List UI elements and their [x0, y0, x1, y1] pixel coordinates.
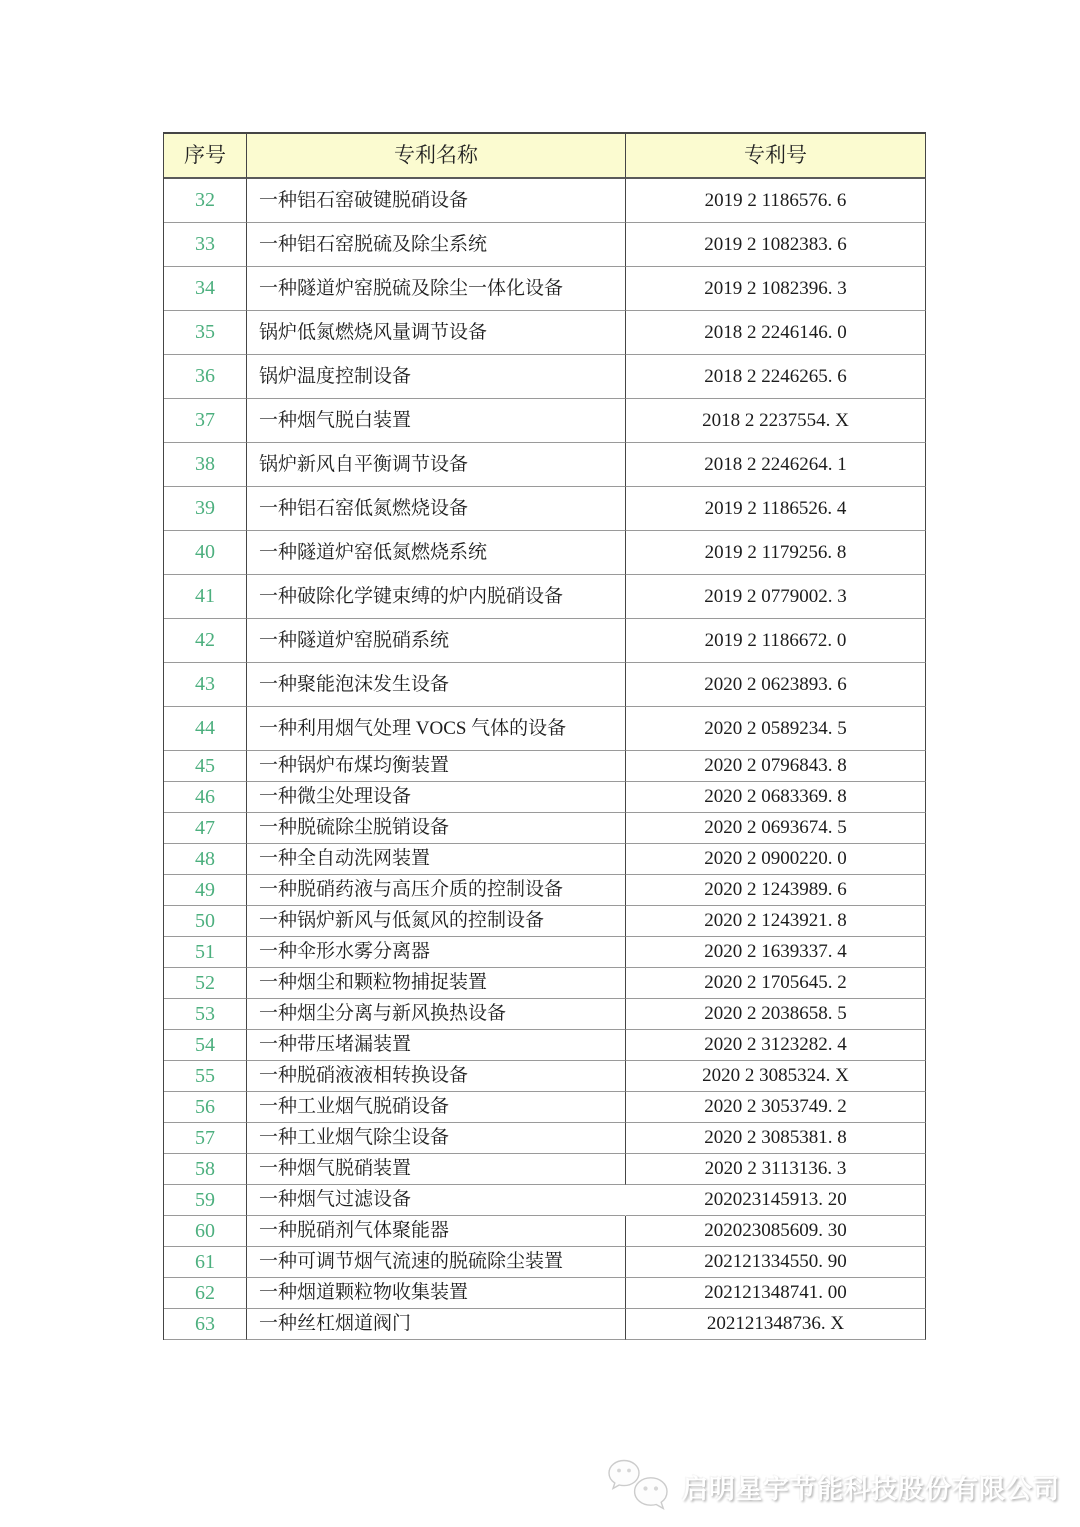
cell-patent-name: 一种烟气过滤设备: [247, 1185, 626, 1216]
cell-index: 36: [164, 355, 247, 399]
cell-index: 42: [164, 619, 247, 663]
table-row: [164, 663, 926, 707]
cell-patent-number: 202023145913. 20: [626, 1185, 926, 1216]
table-row: [164, 267, 926, 311]
cell-index: 32: [164, 179, 247, 223]
table-row: [164, 1092, 926, 1123]
cell-patent-name: 一种可调节烟气流速的脱硫除尘装置: [247, 1247, 626, 1278]
cell-index: 34: [164, 267, 247, 311]
patent-table: [163, 132, 926, 1340]
cell-patent-number: 2020 2 0623893. 6: [626, 663, 926, 707]
table-row: [164, 937, 926, 968]
table-row: [164, 1216, 926, 1247]
table-row: [164, 1030, 926, 1061]
cell-patent-name: 一种脱硝液液相转换设备: [247, 1061, 626, 1092]
table-row: [164, 968, 926, 999]
cell-index: 54: [164, 1030, 247, 1061]
cell-index: 55: [164, 1061, 247, 1092]
cell-patent-name: 锅炉温度控制设备: [247, 355, 626, 399]
cell-patent-number: 2020 2 3113136. 3: [626, 1154, 926, 1185]
cell-patent-name: 一种烟气脱白装置: [247, 399, 626, 443]
cell-index: 44: [164, 707, 247, 751]
cell-patent-number: 2020 2 1705645. 2: [626, 968, 926, 999]
cell-patent-number: 2019 2 1186526. 4: [626, 487, 926, 531]
cell-index: 41: [164, 575, 247, 619]
cell-patent-number: 2018 2 2246265. 6: [626, 355, 926, 399]
cell-index: 59: [164, 1185, 247, 1216]
table-row: [164, 1247, 926, 1278]
patent-table-body: [164, 179, 926, 1340]
cell-patent-name: 一种隧道炉窑低氮燃烧系统: [247, 531, 626, 575]
table-row: [164, 782, 926, 813]
cell-patent-number: 2020 2 0796843. 8: [626, 751, 926, 782]
cell-index: 47: [164, 813, 247, 844]
table-row: [164, 487, 926, 531]
cell-patent-name: 一种带压堵漏装置: [247, 1030, 626, 1061]
cell-index: 40: [164, 531, 247, 575]
cell-index: 49: [164, 875, 247, 906]
cell-index: 45: [164, 751, 247, 782]
table-row: [164, 355, 926, 399]
cell-index: 39: [164, 487, 247, 531]
cell-index: 46: [164, 782, 247, 813]
cell-index: 60: [164, 1216, 247, 1247]
col-header-patent-number: 专利号: [626, 134, 926, 179]
cell-patent-number: 2020 2 1639337. 4: [626, 937, 926, 968]
cell-index: 50: [164, 906, 247, 937]
cell-patent-number: 2020 2 0900220. 0: [626, 844, 926, 875]
cell-patent-name: 一种工业烟气除尘设备: [247, 1123, 626, 1154]
cell-patent-name: 一种隧道炉窑脱硫及除尘一体化设备: [247, 267, 626, 311]
cell-patent-name: 一种伞形水雾分离器: [247, 937, 626, 968]
cell-patent-number: 202023085609. 30: [626, 1216, 926, 1247]
cell-patent-name: 一种微尘处理设备: [247, 782, 626, 813]
table-row: [164, 906, 926, 937]
cell-patent-name: 一种隧道炉窑脱硝系统: [247, 619, 626, 663]
table-row: [164, 1123, 926, 1154]
watermark-company: 启明星宇节能科技股份有限公司: [682, 1473, 1061, 1504]
table-row: [164, 311, 926, 355]
cell-index: 58: [164, 1154, 247, 1185]
cell-patent-number: 2018 2 2246146. 0: [626, 311, 926, 355]
cell-patent-name: 一种烟尘和颗粒物捕捉装置: [247, 968, 626, 999]
cell-patent-number: 2018 2 2246264. 1: [626, 443, 926, 487]
cell-patent-number: 2020 2 3053749. 2: [626, 1092, 926, 1123]
table-row: [164, 1154, 926, 1185]
cell-patent-name: 锅炉低氮燃烧风量调节设备: [247, 311, 626, 355]
patent-table-header: [164, 134, 926, 179]
cell-patent-name: 一种烟尘分离与新风换热设备: [247, 999, 626, 1030]
cell-patent-name: 一种丝杠烟道阀门: [247, 1309, 626, 1340]
cell-patent-name: 一种工业烟气脱硝设备: [247, 1092, 626, 1123]
cell-patent-name: 一种烟气脱硝装置: [247, 1154, 626, 1185]
cell-index: 48: [164, 844, 247, 875]
cell-patent-number: 2019 2 0779002. 3: [626, 575, 926, 619]
table-row: [164, 575, 926, 619]
col-header-patent-name: 专利名称: [247, 134, 626, 179]
table-row: [164, 875, 926, 906]
cell-index: 56: [164, 1092, 247, 1123]
cell-patent-name: 一种烟道颗粒物收集装置: [247, 1278, 626, 1309]
cell-index: 37: [164, 399, 247, 443]
cell-patent-number: 2020 2 3085381. 8: [626, 1123, 926, 1154]
cell-patent-number: 2018 2 2237554. X: [626, 399, 926, 443]
cell-index: 35: [164, 311, 247, 355]
cell-patent-number: 2020 2 0693674. 5: [626, 813, 926, 844]
cell-patent-name: 一种聚能泡沫发生设备: [247, 663, 626, 707]
cell-patent-number: 2020 2 1243989. 6: [626, 875, 926, 906]
table-row: [164, 179, 926, 223]
cell-index: 33: [164, 223, 247, 267]
table-row: [164, 813, 926, 844]
table-row: [164, 443, 926, 487]
cell-patent-name: 一种锅炉布煤均衡装置: [247, 751, 626, 782]
cell-patent-number: 2019 2 1186576. 6: [626, 179, 926, 223]
table-row: [164, 1278, 926, 1309]
cell-patent-number: 202121334550. 90: [626, 1247, 926, 1278]
table-row: [164, 1185, 926, 1216]
table-row: [164, 399, 926, 443]
cell-patent-name: 一种脱硝药液与高压介质的控制设备: [247, 875, 626, 906]
cell-patent-number: 2019 2 1179256. 8: [626, 531, 926, 575]
cell-index: 51: [164, 937, 247, 968]
table-row: [164, 999, 926, 1030]
cell-index: 52: [164, 968, 247, 999]
cell-patent-name: 一种锅炉新风与低氮风的控制设备: [247, 906, 626, 937]
cell-index: 53: [164, 999, 247, 1030]
cell-patent-number: 2019 2 1186672. 0: [626, 619, 926, 663]
cell-patent-number: 2019 2 1082383. 6: [626, 223, 926, 267]
header-row: [164, 134, 926, 179]
cell-patent-number: 2020 2 2038658. 5: [626, 999, 926, 1030]
cell-patent-name: 一种脱硝剂气体聚能器: [247, 1216, 626, 1247]
watermark: [606, 1458, 1060, 1516]
table-row: [164, 844, 926, 875]
table-row: [164, 619, 926, 663]
table-row: [164, 531, 926, 575]
cell-patent-name: 锅炉新风自平衡调节设备: [247, 443, 626, 487]
cell-patent-name: 一种铝石窑脱硫及除尘系统: [247, 223, 626, 267]
cell-patent-name: 一种铝石窑破键脱硝设备: [247, 179, 626, 223]
cell-patent-number: 2020 2 1243921. 8: [626, 906, 926, 937]
table-row: [164, 707, 926, 751]
cell-patent-number: 2020 2 3123282. 4: [626, 1030, 926, 1061]
wechat-icon: [606, 1458, 672, 1516]
cell-index: 62: [164, 1278, 247, 1309]
table-row: [164, 1061, 926, 1092]
cell-index: 38: [164, 443, 247, 487]
cell-patent-name: 一种全自动洗网装置: [247, 844, 626, 875]
cell-patent-name: 一种铝石窑低氮燃烧设备: [247, 487, 626, 531]
cell-patent-name: 一种破除化学键束缚的炉内脱硝设备: [247, 575, 626, 619]
col-header-index: 序号: [164, 134, 247, 179]
table-row: [164, 223, 926, 267]
table-row: [164, 751, 926, 782]
cell-patent-number: 202121348741. 00: [626, 1278, 926, 1309]
cell-index: 57: [164, 1123, 247, 1154]
cell-patent-number: 202121348736. X: [626, 1309, 926, 1340]
cell-index: 43: [164, 663, 247, 707]
cell-index: 61: [164, 1247, 247, 1278]
cell-index: 63: [164, 1309, 247, 1340]
cell-patent-number: 2020 2 0589234. 5: [626, 707, 926, 751]
cell-patent-name: 一种利用烟气处理 VOCS 气体的设备: [247, 707, 626, 751]
cell-patent-number: 2020 2 3085324. X: [626, 1061, 926, 1092]
cell-patent-number: 2020 2 0683369. 8: [626, 782, 926, 813]
cell-patent-name: 一种脱硫除尘脱销设备: [247, 813, 626, 844]
table-row: [164, 1309, 926, 1340]
cell-patent-number: 2019 2 1082396. 3: [626, 267, 926, 311]
